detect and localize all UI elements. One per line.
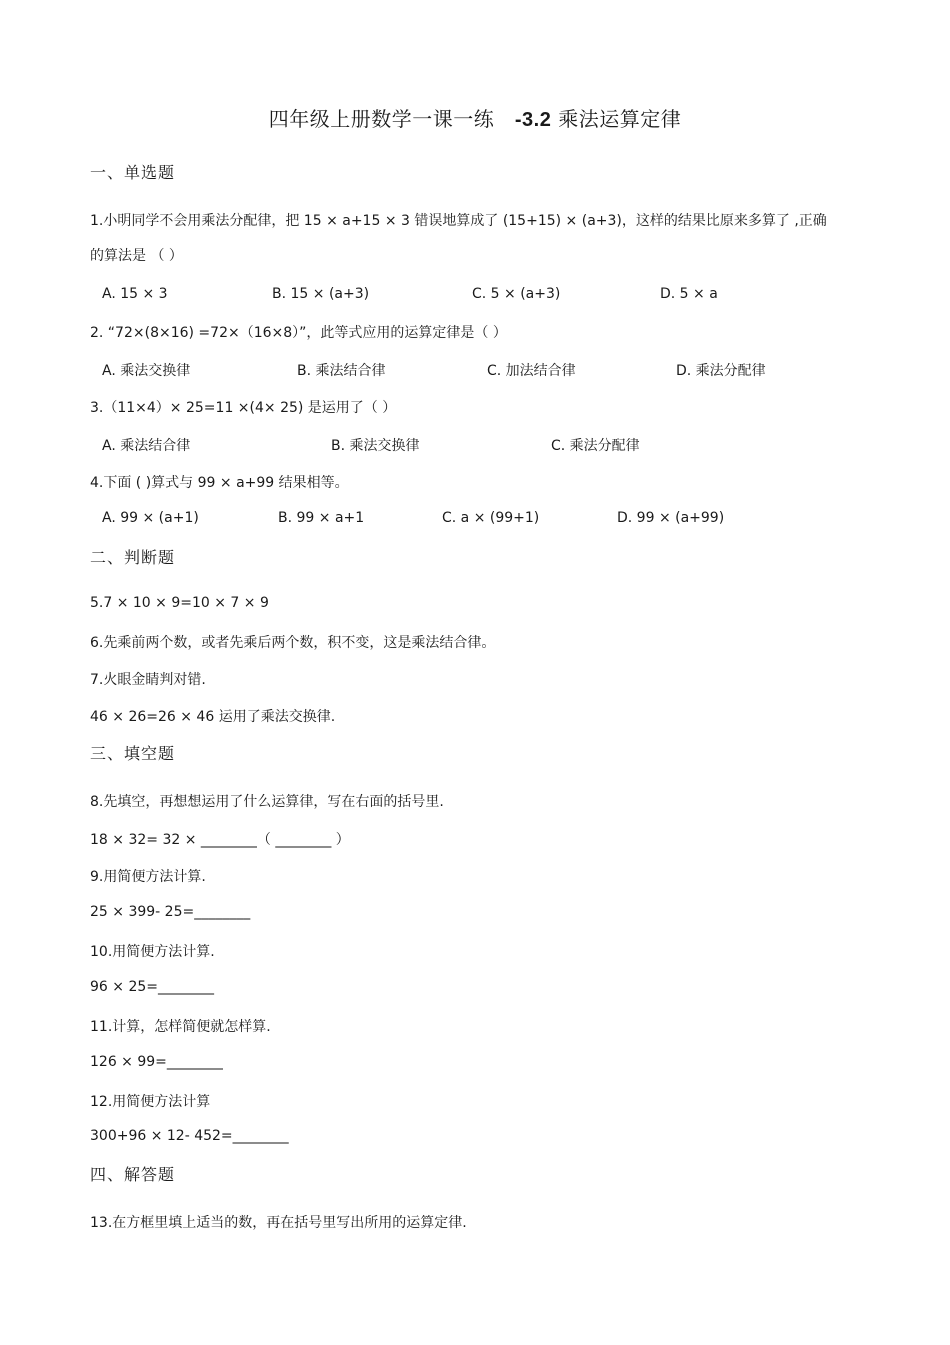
question-3-option-a: A. 乘法结合律 [102,438,191,454]
question-4-text: 4.下面 ( )算式与 99 × a+99 结果相等。 [90,475,349,491]
question-2-option-c: C. 加法结合律 [487,363,576,379]
question-1-option-d: D. 5 × a [660,286,718,302]
question-4-option-d: D. 99 × (a+99) [617,510,725,526]
section-heading-fill-blank: 三、填空题 [90,744,176,763]
question-12-blank: 300+96 × 12- 452=________ [90,1128,289,1144]
question-1-text-cont: 的算法是 （ ） [90,248,183,264]
question-9-text: 9.用简便方法计算. [90,869,206,885]
section-heading-single-choice: 一、单选题 [90,163,176,182]
question-1-text: 1.小明同学不会用乘法分配律，把 15 × a+15 × 3 错误地算成了 (15+15) × (a+3)，这样的结果比原来多算了 ,正确 [90,213,827,229]
page-title: 四年级上册数学一课一练 -3.2 乘法运算定律 [268,107,682,131]
question-13-text: 13.在方框里填上适当的数，再在括号里写出所用的运算定律. [90,1215,467,1231]
question-4-option-c: C. a × (99+1) [442,510,540,526]
question-7-statement: 46 × 26=26 × 46 运用了乘法交换律. [90,709,336,725]
question-5-text: 5.7 × 10 × 9=10 × 7 × 9 [90,595,269,611]
question-10-blank: 96 × 25=________ [90,979,214,995]
question-1-option-a: A. 15 × 3 [102,286,168,302]
question-3-option-c: C. 乘法分配律 [551,438,640,454]
question-11-text: 11.计算，怎样简便就怎样算. [90,1019,271,1035]
question-1-option-b: B. 15 × (a+3) [272,286,370,302]
question-11-blank: 126 × 99=________ [90,1054,223,1070]
question-4-option-b: B. 99 × a+1 [278,510,365,526]
question-7-text: 7.火眼金睛判对错. [90,672,206,688]
question-2-text: 2. “72×(8×16) =72×（16×8）”，此等式应用的运算定律是（ ） [90,325,507,341]
section-heading-true-false: 二、判断题 [90,548,176,567]
question-4-option-a: A. 99 × (a+1) [102,510,199,526]
question-3-option-b: B. 乘法交换律 [331,438,420,454]
question-9-blank: 25 × 399- 25=________ [90,904,251,920]
question-3-text: 3.（11×4）× 25=11 ×(4× 25) 是运用了（ ） [90,400,397,416]
question-10-text: 10.用简便方法计算. [90,944,215,960]
question-2-option-d: D. 乘法分配律 [676,363,766,379]
question-6-text: 6.先乘前两个数，或者先乘后两个数，积不变，这是乘法结合律。 [90,635,496,651]
question-1-option-c: C. 5 × (a+3) [472,286,561,302]
section-heading-answer: 四、解答题 [90,1165,176,1184]
question-2-option-a: A. 乘法交换律 [102,363,191,379]
question-2-option-b: B. 乘法结合律 [297,363,386,379]
question-8-blank: 18 × 32= 32 × ________（ ________ ） [90,832,350,848]
question-12-text: 12.用简便方法计算 [90,1094,211,1110]
question-8-text: 8.先填空，再想想运用了什么运算律，写在右面的括号里. [90,794,444,810]
